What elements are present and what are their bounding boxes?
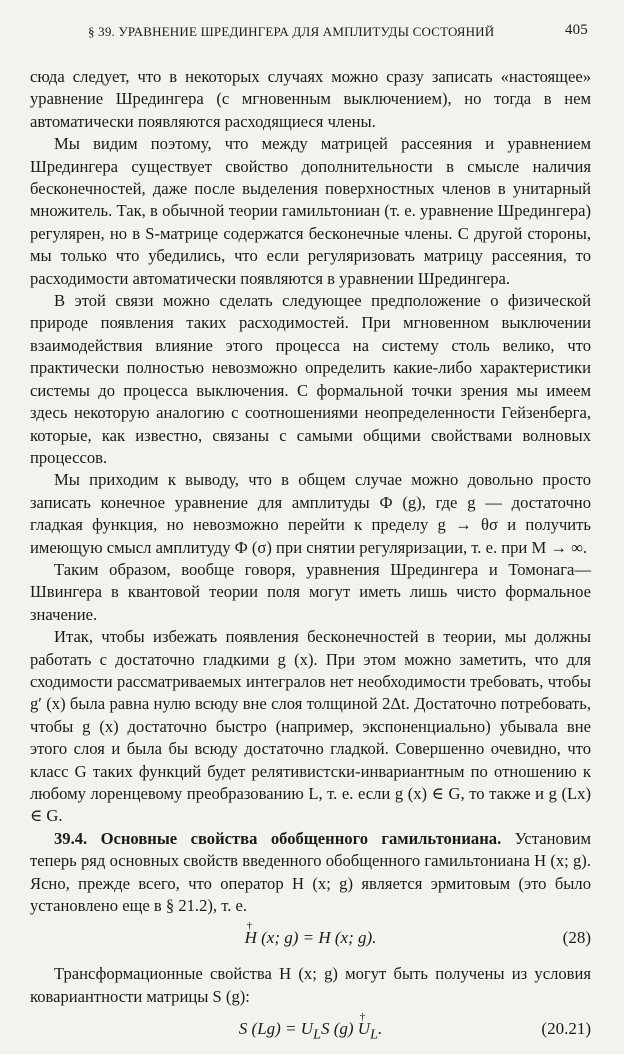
equation-28-rest: (x; g) = H (x; g).: [261, 928, 377, 948]
equation-20-21-number: (20.21): [541, 1019, 591, 1039]
equation-20-21-lhs-sub: L: [313, 1026, 321, 1043]
paragraph-complementarity: Мы видим поэтому, что между матрицей рассеяния и уравнением Шредингера существует свойство дополнительности в смысле наличия бесконечностей, даже после выделения поверхностных членов в унитарный множитель. Так, в обычной теории гамильтониан (т. е. уравнение Шредингера) регулярен, но в S-матрице содержатся бесконечные члены. С другой стороны, мы только что убедились, что если регуляризовать матрицу рассеяния, то расходимости автоматически появляются в уравнении Шредингера.: [30, 134, 591, 288]
running-head: [88, 22, 588, 46]
paragraph-physical-nature: В этой связи можно сделать следующее предположение о физической природе появления таких расходимостей. При мгновенном выключении взаимодействия влияние этого процесса на систему столь велико, что практически полностью невозможно определить какие-либо характеристики системы до процесса выключения. С формальной точки зрения мы имеем здесь некоторую аналогию с соотношениями неопределенности Гейзенберга, которые, как известно, связаны с самыми общими свойствами волновых процессов.: [30, 291, 591, 467]
equation-20-21-end: .: [377, 1019, 383, 1039]
equation-20-21-rhs-sub: L: [370, 1026, 378, 1043]
equation-20-21-expression: [30, 1018, 591, 1046]
equation-28-lhs-symbol: † H: [245, 927, 257, 949]
paragraph-continuation: сюда следует, что в некоторых случаях можно сразу записать «настоящее» уравнение Шредингера (с мгновенным выключением), но тогда в нем автоматически появляются расходящиеся члены.: [30, 67, 591, 131]
equation-20-21-mid: S (g): [320, 1019, 358, 1039]
text-block: [30, 66, 591, 1054]
section-text: Установим теперь ряд основных свойств введенного обобщенного гамильтониана H (x; g). Ясно, прежде всего, что оператор H (x; g) является эрмитовым (это было установлено еще в § 21.2), т. е.: [30, 828, 591, 916]
paragraph-formal-meaning: Таким образом, вообще говоря, уравнения Шредингера и Томонага—Швингера в квантовой теории поля могут иметь лишь чисто формальное значение.: [30, 559, 591, 624]
page-number: 405: [564, 22, 588, 38]
paragraph-smooth-functions: Итак, чтобы избежать появления бесконечностей в теории, мы должны работать с достаточно гладкими g (x). При этом можно заметить, что для сходимости рассматриваемых интегралов нет необходимости требовать, чтобы g′ (x) была равна нулю всюду вне слоя толщиной 2Δt. Достаточно потребовать, чтобы g (x) достаточно быстро (например, экспоненциально) убывала вне этого слоя и была бы всюду достаточно гладкой. Совершенно очевидно, что класс G таких функций будет релятивистски-инвариантным по отношению к любому лоренцевому преобразованию L, т. е. если g (x) ∈ G, то также и g (Lx) ∈ G.: [30, 627, 591, 826]
equation-20-21-rhs-symbol: † U: [358, 1018, 370, 1040]
equation-28-expression: [30, 927, 591, 949]
equation-20-21: [30, 1014, 591, 1046]
running-title: § 39. УРАВНЕНИЕ ШРЕДИНГЕРА ДЛЯ АМПЛИТУДЫ СОСТОЯНИЙ: [88, 24, 495, 39]
section-paragraph: [30, 828, 591, 918]
equation-20-21-lhs: S (Lg) = U: [238, 1019, 314, 1039]
section-heading: 39.4. Основные свойства обобщенного гамильтониана.: [54, 828, 502, 848]
equation-28-number: (28): [562, 928, 591, 948]
equation-28: [30, 923, 591, 955]
paragraph-conclusion: Мы приходим к выводу, что в общем случае можно довольно просто записать конечное уравнение для амплитуды Ф (g), где g — достаточно гладкая функция, но невозможно перейти к пределу g → θσ и получить имеющую смысл амплитуду Ф (σ) при снятии регуляризации, т. е. при M → ∞.: [30, 470, 591, 557]
paragraph-transformation: Трансформационные свойства H (x; g) могут быть получены из условия ковариантности матрицы S (g):: [30, 964, 591, 1006]
